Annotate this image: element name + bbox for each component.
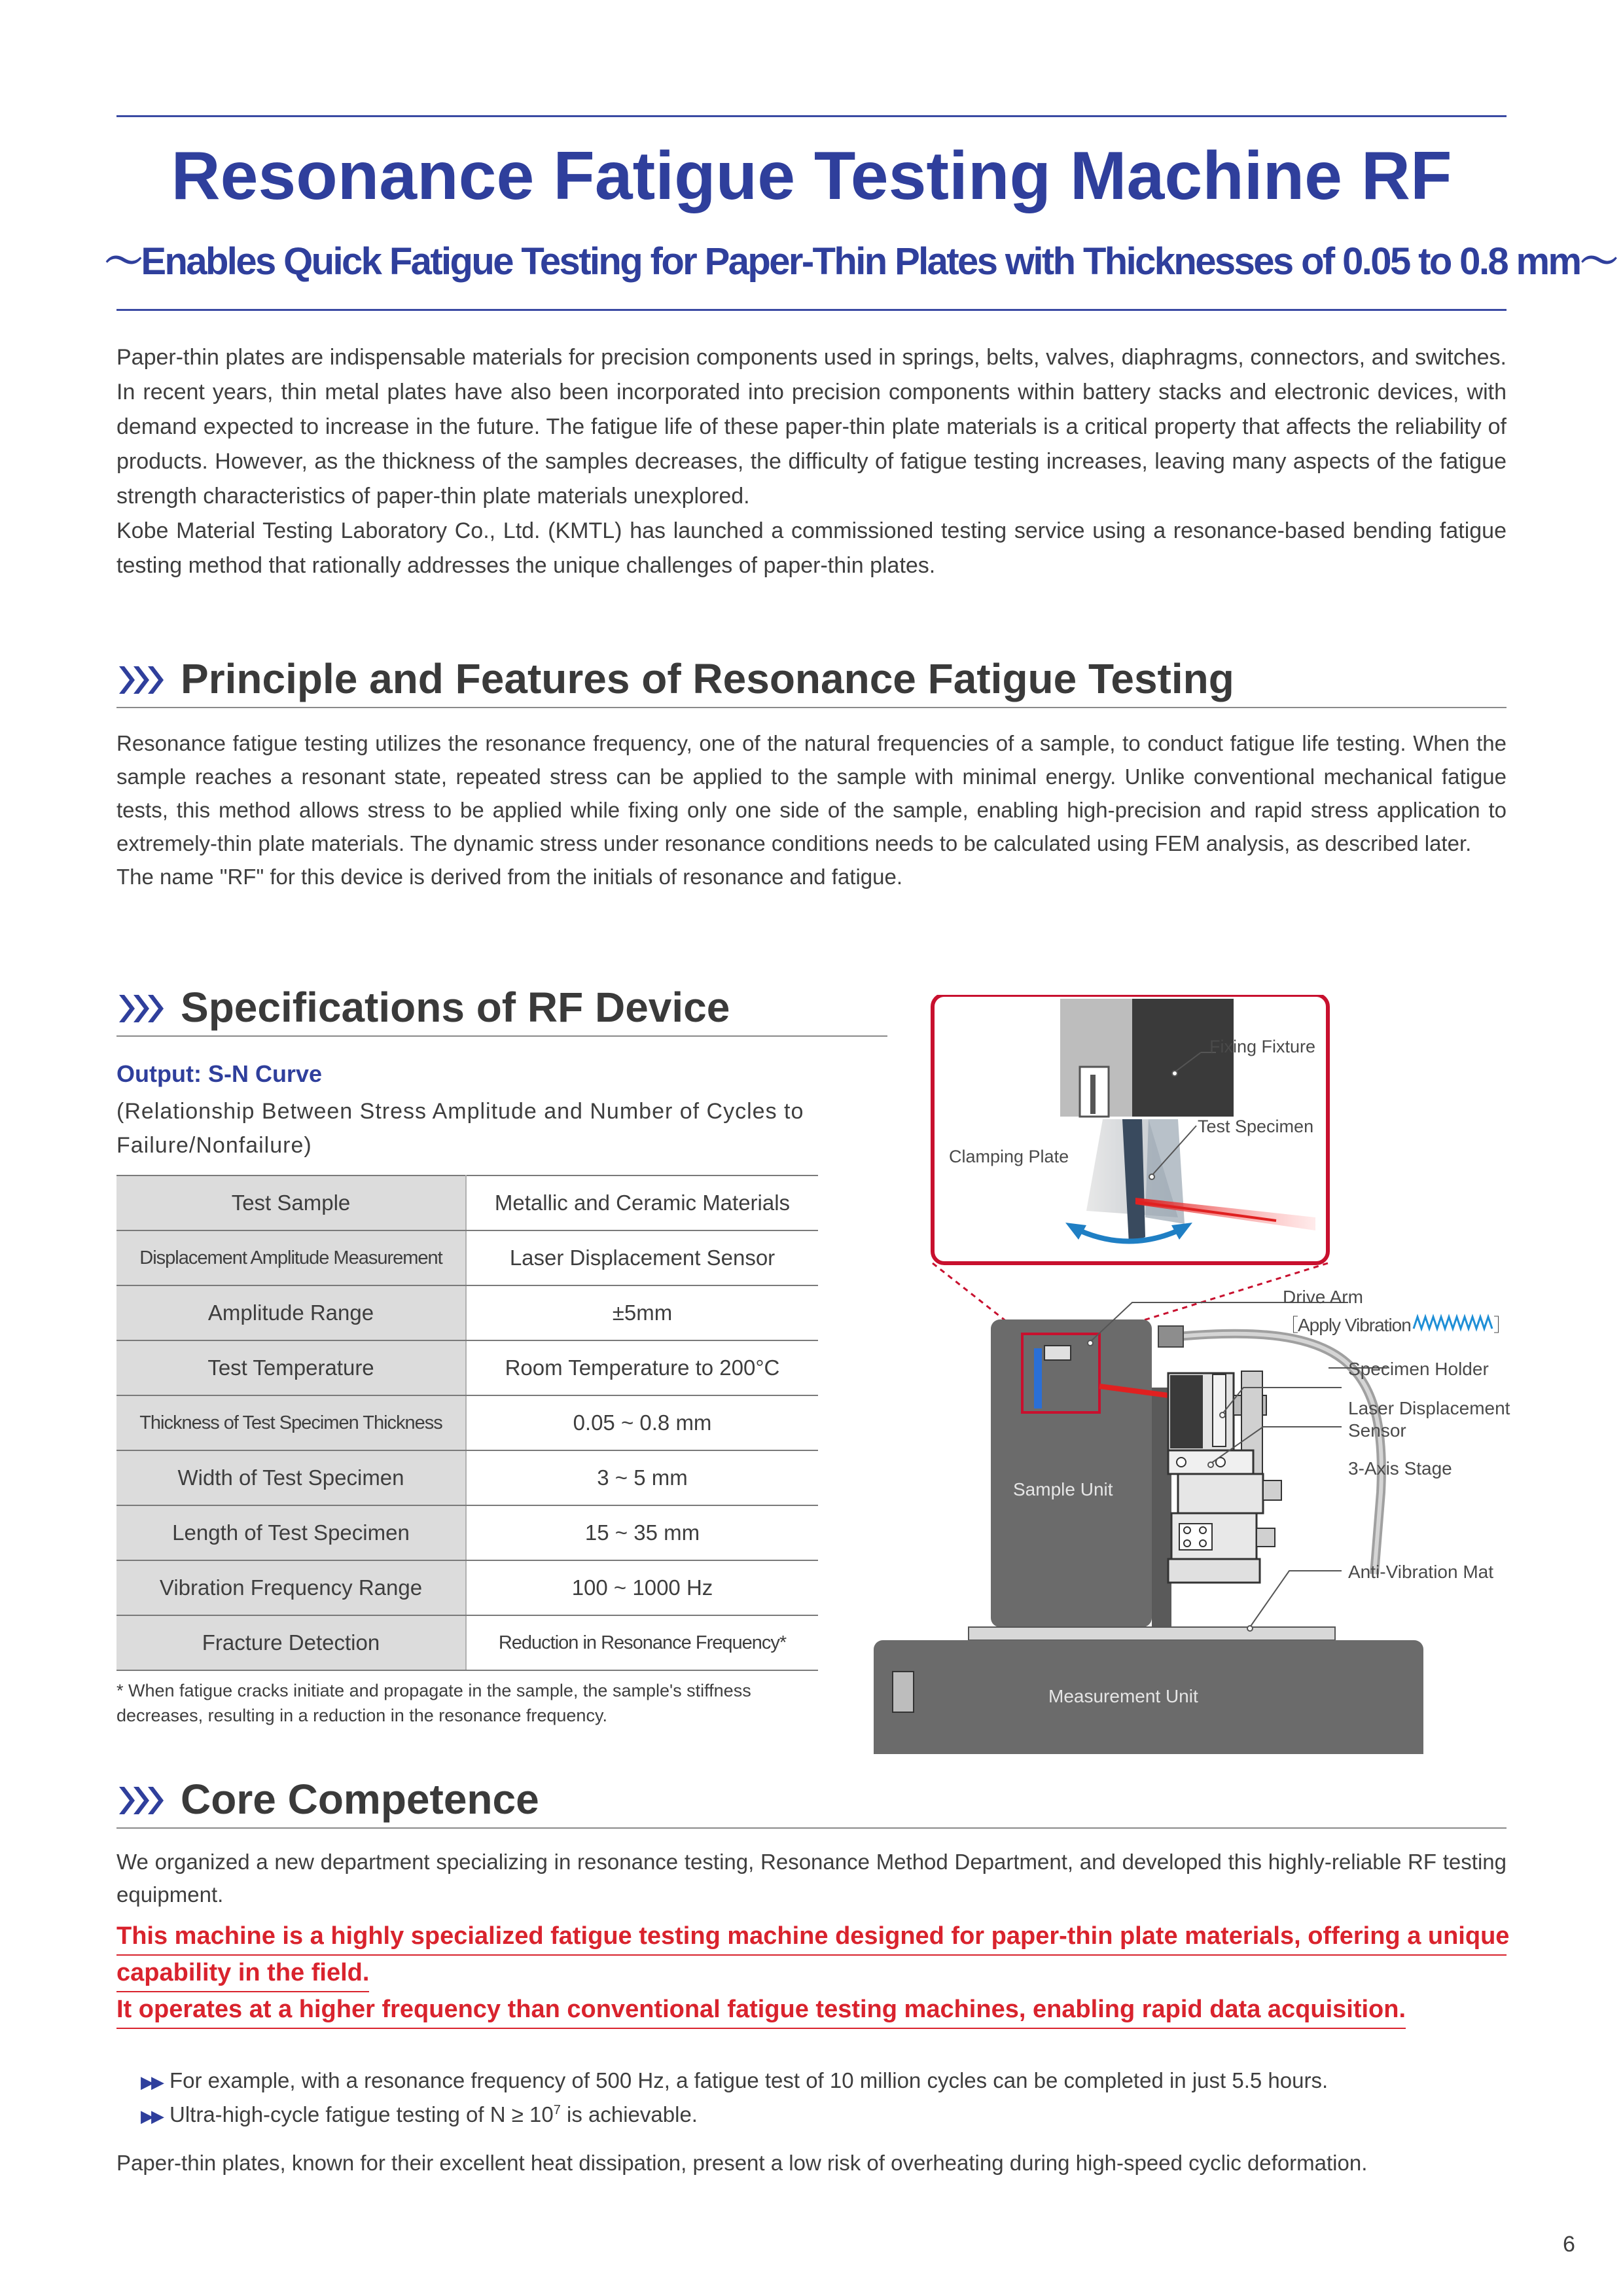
output-label: Output: S-N Curve — [116, 1060, 322, 1087]
section-heading-core — [116, 1775, 1507, 1829]
spec-value: Laser Displacement Sensor — [466, 1230, 818, 1285]
bullet-text: For example, with a resonance frequency of 500 Hz, a fatigue test of 10 million cycles can be completed in just 5.5 hours. — [169, 2068, 1329, 2092]
spec-key: Test Sample — [116, 1175, 466, 1230]
section-title: Principle and Features of Resonance Fatigue Testing — [181, 655, 1234, 702]
spec-value: 3 ~ 5 mm — [466, 1450, 818, 1505]
bullet-item-2 — [141, 2102, 698, 2127]
table-row — [116, 1615, 818, 1670]
principle-text — [116, 726, 1507, 893]
label-laser-sensor-line2: Sensor — [1348, 1420, 1406, 1441]
page-title: Resonance Fatigue Testing Machine RF — [171, 138, 1452, 214]
section-heading-principle — [116, 655, 1507, 708]
label-test-specimen: Test Specimen — [1198, 1117, 1314, 1136]
principle-paragraph-2: The name "RF" for this device is derived from the initials of resonance and fatigue. — [116, 865, 903, 889]
chevron-right-icon — [116, 1784, 169, 1817]
label-specimen-holder: Specimen Holder — [1348, 1359, 1489, 1379]
table-row — [116, 1230, 818, 1285]
bullet-superscript: 7 — [553, 2103, 561, 2117]
core-paragraph-2: Paper-thin plates, known for their excellent heat dissipation, present a low risk of overheating during high-speed cyclic deformation. — [116, 2151, 1368, 2175]
label-3-axis-stage: 3-Axis Stage — [1348, 1458, 1452, 1479]
intro-paragraph-2: Kobe Material Testing Laboratory Co., Ltd. (KMTL) has launched a commissioned testing service using a resonance-based bending fatigue testing method that rationally addresses the unique challenges of paper-thin plates. — [116, 518, 1507, 578]
core-paragraph-1: We organized a new department specializing in resonance testing, Resonance Method Department, and developed this highly-reliable RF testing equipment. — [116, 1850, 1507, 1907]
bullet-text-end: is achievable. — [560, 2102, 698, 2126]
spec-table — [116, 1175, 818, 1671]
chevron-right-icon — [116, 992, 169, 1025]
spec-value: 0.05 ~ 0.8 mm — [466, 1395, 818, 1450]
table-row — [116, 1175, 818, 1230]
label-laser-sensor-line1: Laser Displacement — [1348, 1398, 1510, 1418]
spec-key: Thickness of Test Specimen Thickness — [116, 1395, 466, 1450]
label-apply-vibration: ［Apply Vibration — [1280, 1315, 1411, 1335]
section-heading-specs — [116, 983, 887, 1037]
spec-value: Metallic and Ceramic Materials — [466, 1175, 818, 1230]
output-description: (Relationship Between Stress Amplitude and Number of Cycles to Failure/Nonfailure) — [116, 1099, 804, 1158]
table-row — [116, 1340, 818, 1395]
spec-value: Room Temperature to 200°C — [466, 1340, 818, 1395]
spec-key: Displacement Amplitude Measurement — [116, 1230, 466, 1285]
page-subtitle: ～Enables Quick Fatigue Testing for Paper-Thin Plates with Thicknesses of 0.05 to 0.8 mm～ — [105, 240, 1616, 283]
spec-key: Fracture Detection — [116, 1615, 466, 1670]
chevron-right-icon — [116, 664, 169, 696]
label-fixing-fixture: Fixing Fixture — [1209, 1037, 1316, 1056]
label-clamping-plate: Clamping Plate — [949, 1147, 1069, 1166]
page-number: 6 — [1563, 2232, 1575, 2257]
label-drive-arm: Drive Arm — [1283, 1287, 1363, 1307]
spec-key: Vibration Frequency Range — [116, 1560, 466, 1615]
label-sample-unit: Sample Unit — [1013, 1479, 1113, 1499]
section-title: Core Competence — [181, 1776, 539, 1823]
table-row — [116, 1560, 818, 1615]
spec-key: Test Temperature — [116, 1340, 466, 1395]
section-title: Specifications of RF Device — [181, 984, 730, 1031]
highlight-line-3: It operates at a higher frequency than conventional fatigue testing machines, enabling rapid data acquisition. — [116, 1991, 1406, 2029]
table-row — [116, 1395, 818, 1450]
spec-key: Amplitude Range — [116, 1285, 466, 1340]
triangle-bullet-icon: ▶▶ — [141, 2072, 162, 2092]
spec-key: Width of Test Specimen — [116, 1450, 466, 1505]
highlight-line-2: capability in the field. — [116, 1954, 369, 1992]
principle-paragraph-1: Resonance fatigue testing utilizes the resonance frequency, one of the natural frequencies of a sample, to conduct fatigue life testing. When the sample reaches a resonant state, repeated stress can be applied to the sample with minimal energy. Unlike conventional mechanical fatigue tests, this method allows stress to be applied while fixing only one side of the sample, enabling high-precision and rapid stress application to extremely-thin plate materials. The dynamic stress under resonance conditions needs to be calculated using FEM analysis, as described later. — [116, 731, 1507, 855]
bullet-item-1 — [141, 2068, 1328, 2093]
rf-device-diagram — [870, 995, 1525, 1754]
table-row — [116, 1285, 818, 1340]
intro-paragraph-1: Paper-thin plates are indispensable materials for precision components used in springs, belts, valves, diaphragms, connectors, and switches. In recent years, thin metal plates have also been incorporated into precision components within battery stacks and electronic devices, with demand expected to increase in the future. The fatigue life of these paper-thin plate materials is a critical property that affects the reliability of products. However, as the thickness of the samples decreases, the difficulty of fatigue testing increases, leaving many aspects of the fatigue strength characteristics of paper-thin plate materials unexplored. — [116, 345, 1507, 509]
spec-value: 15 ~ 35 mm — [466, 1505, 818, 1560]
spec-footnote: * When fatigue cracks initiate and propagate in the sample, the sample's stiffness decreases, resulting in a reduction in the resonance frequency. — [116, 1681, 751, 1725]
table-row — [116, 1505, 818, 1560]
bullet-text: Ultra-high-cycle fatigue testing of N ≥ 10 — [169, 2102, 554, 2126]
spec-value: 100 ~ 1000 Hz — [466, 1560, 818, 1615]
triangle-bullet-icon: ▶▶ — [141, 2106, 162, 2126]
header-bottom-rule — [116, 309, 1507, 311]
highlight-line-1: This machine is a highly specialized fatigue testing machine designed for paper-thin plate materials, offering a unique — [116, 1918, 1507, 1956]
spec-key: Length of Test Specimen — [116, 1505, 466, 1560]
spec-value: ±5mm — [466, 1285, 818, 1340]
table-row — [116, 1450, 818, 1505]
intro-text — [116, 340, 1507, 583]
label-anti-vibration-mat: Anti-Vibration Mat — [1348, 1562, 1494, 1582]
label-measurement-unit: Measurement Unit — [1048, 1686, 1198, 1706]
header-top-rule — [116, 115, 1507, 117]
label-apply-vibration-end: ］ — [1493, 1315, 1512, 1335]
spec-value: Reduction in Resonance Frequency* — [466, 1615, 818, 1670]
